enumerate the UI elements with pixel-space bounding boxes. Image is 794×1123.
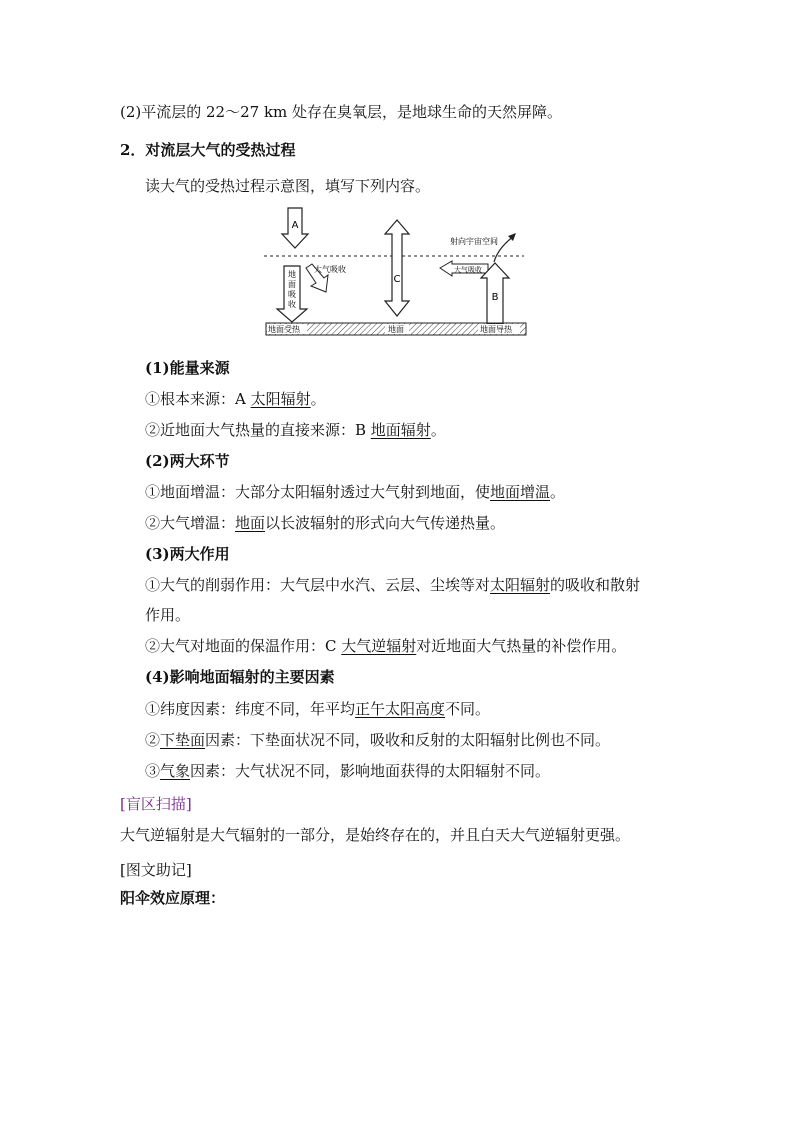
part4-item1 — [145, 699, 490, 719]
part4-item2-suffix: 因素：下垫面状况不同，吸收和反射的太阳辐射比例也不同。 — [205, 731, 611, 749]
ground-absorb-char-4: 收 — [288, 300, 296, 309]
part2-item1-answer: 地面增温 — [490, 483, 551, 501]
part4-item3 — [145, 761, 550, 781]
part1-item1-prefix: ①根本来源：A — [145, 390, 251, 408]
part2-item2-answer: 地面 — [235, 514, 266, 532]
part4-item1-answer: 正午太阳高度 — [355, 700, 446, 718]
ground-label: 地面 — [388, 325, 404, 334]
part3-item1-answer: 太阳辐射 — [490, 576, 551, 594]
ground-absorb-char-2: 面 — [288, 280, 296, 289]
ground-heated-label: 地面受热 — [268, 325, 300, 334]
part3-item1-suffix: 的吸收和散射 — [550, 576, 641, 594]
part3-item2-prefix: ②大气对地面的保温作用：C — [145, 637, 342, 655]
part1-item1-answer: 太阳辐射 — [250, 390, 311, 408]
blind-spot-text: 大气逆辐射是大气辐射的一部分，是始终存在的，并且白天大气逆辐射更强。 — [120, 826, 631, 844]
label-b: B — [491, 292, 499, 303]
part3-item2-suffix: 对近地面大气热量的补偿作用。 — [416, 637, 627, 655]
part2-item1 — [145, 482, 565, 502]
atm-absorb-left-label: 大气吸收 — [314, 265, 346, 274]
memo-text: 阳伞效应原理： — [120, 889, 226, 907]
part3-item1-cont: 作用。 — [145, 606, 191, 624]
part4-item2-answer: 下垫面 — [160, 731, 206, 749]
ground-absorb-char-3: 吸 — [288, 290, 296, 299]
section-title: 2．对流层大气的受热过程 — [120, 141, 296, 159]
part2-item2-suffix: 以长波辐射的形式向大气传递热量。 — [265, 514, 506, 532]
blind-spot-tag: [盲区扫描] — [120, 795, 192, 813]
label-a: A — [291, 220, 299, 231]
part1-item2-prefix: ②近地面大气热量的直接来源：B — [145, 421, 371, 439]
intro-text: (2)平流层的 22～27 km 处存在臭氧层，是地球生命的天然屏障。 — [120, 103, 563, 121]
part1-item2 — [145, 420, 446, 440]
part4-item3-answer: 气象 — [160, 762, 191, 780]
part3-item2 — [145, 636, 626, 656]
arrow-c-atmospheric-counter-radiation — [385, 220, 409, 316]
part4-item1-prefix: ①纬度因素：纬度不同，年平均 — [145, 700, 356, 718]
part4-item1-suffix: 不同。 — [445, 700, 491, 718]
atm-absorb-right-label: 大气吸收 — [454, 266, 482, 274]
instruction-text: 读大气的受热过程示意图，填写下列内容。 — [145, 177, 431, 195]
part3-item1-prefix: ①大气的削弱作用：大气层中水汽、云层、尘埃等对 — [145, 576, 491, 594]
part2-item2 — [145, 513, 505, 533]
part3-item1 — [145, 575, 640, 595]
ground-conduct-label: 地面导热 — [480, 325, 512, 334]
to-space-label: 射向宇宙空间 — [450, 237, 498, 246]
part1-title: (1)能量来源 — [145, 359, 230, 377]
part4-item2-prefix: ② — [145, 731, 161, 749]
part1-item2-answer: 地面辐射 — [370, 421, 431, 439]
part1-item1 — [145, 389, 326, 409]
part2-title: (2)两大环节 — [145, 452, 230, 470]
part4-title: (4)影响地面辐射的主要因素 — [145, 668, 335, 686]
part4-item3-suffix: 因素：大气状况不同，影响地面获得的太阳辐射不同。 — [190, 762, 551, 780]
part1-item1-suffix: 。 — [310, 390, 326, 408]
ground-absorb-char-1: 地 — [288, 270, 296, 279]
label-c: C — [393, 274, 401, 285]
part3-title: (3)两大作用 — [145, 545, 230, 563]
part2-item2-prefix: ②大气增温： — [145, 514, 236, 532]
part2-item1-prefix: ①地面增温：大部分太阳辐射透过大气射到地面，使 — [145, 483, 491, 501]
memo-tag: [图文助记] — [120, 861, 192, 879]
part1-item2-suffix: 。 — [430, 421, 446, 439]
part4-item3-prefix: ③ — [145, 762, 161, 780]
heating-process-diagram — [262, 206, 532, 340]
part3-item2-answer: 大气逆辐射 — [341, 637, 417, 655]
part4-item2 — [145, 730, 610, 750]
part2-item1-suffix: 。 — [550, 483, 566, 501]
